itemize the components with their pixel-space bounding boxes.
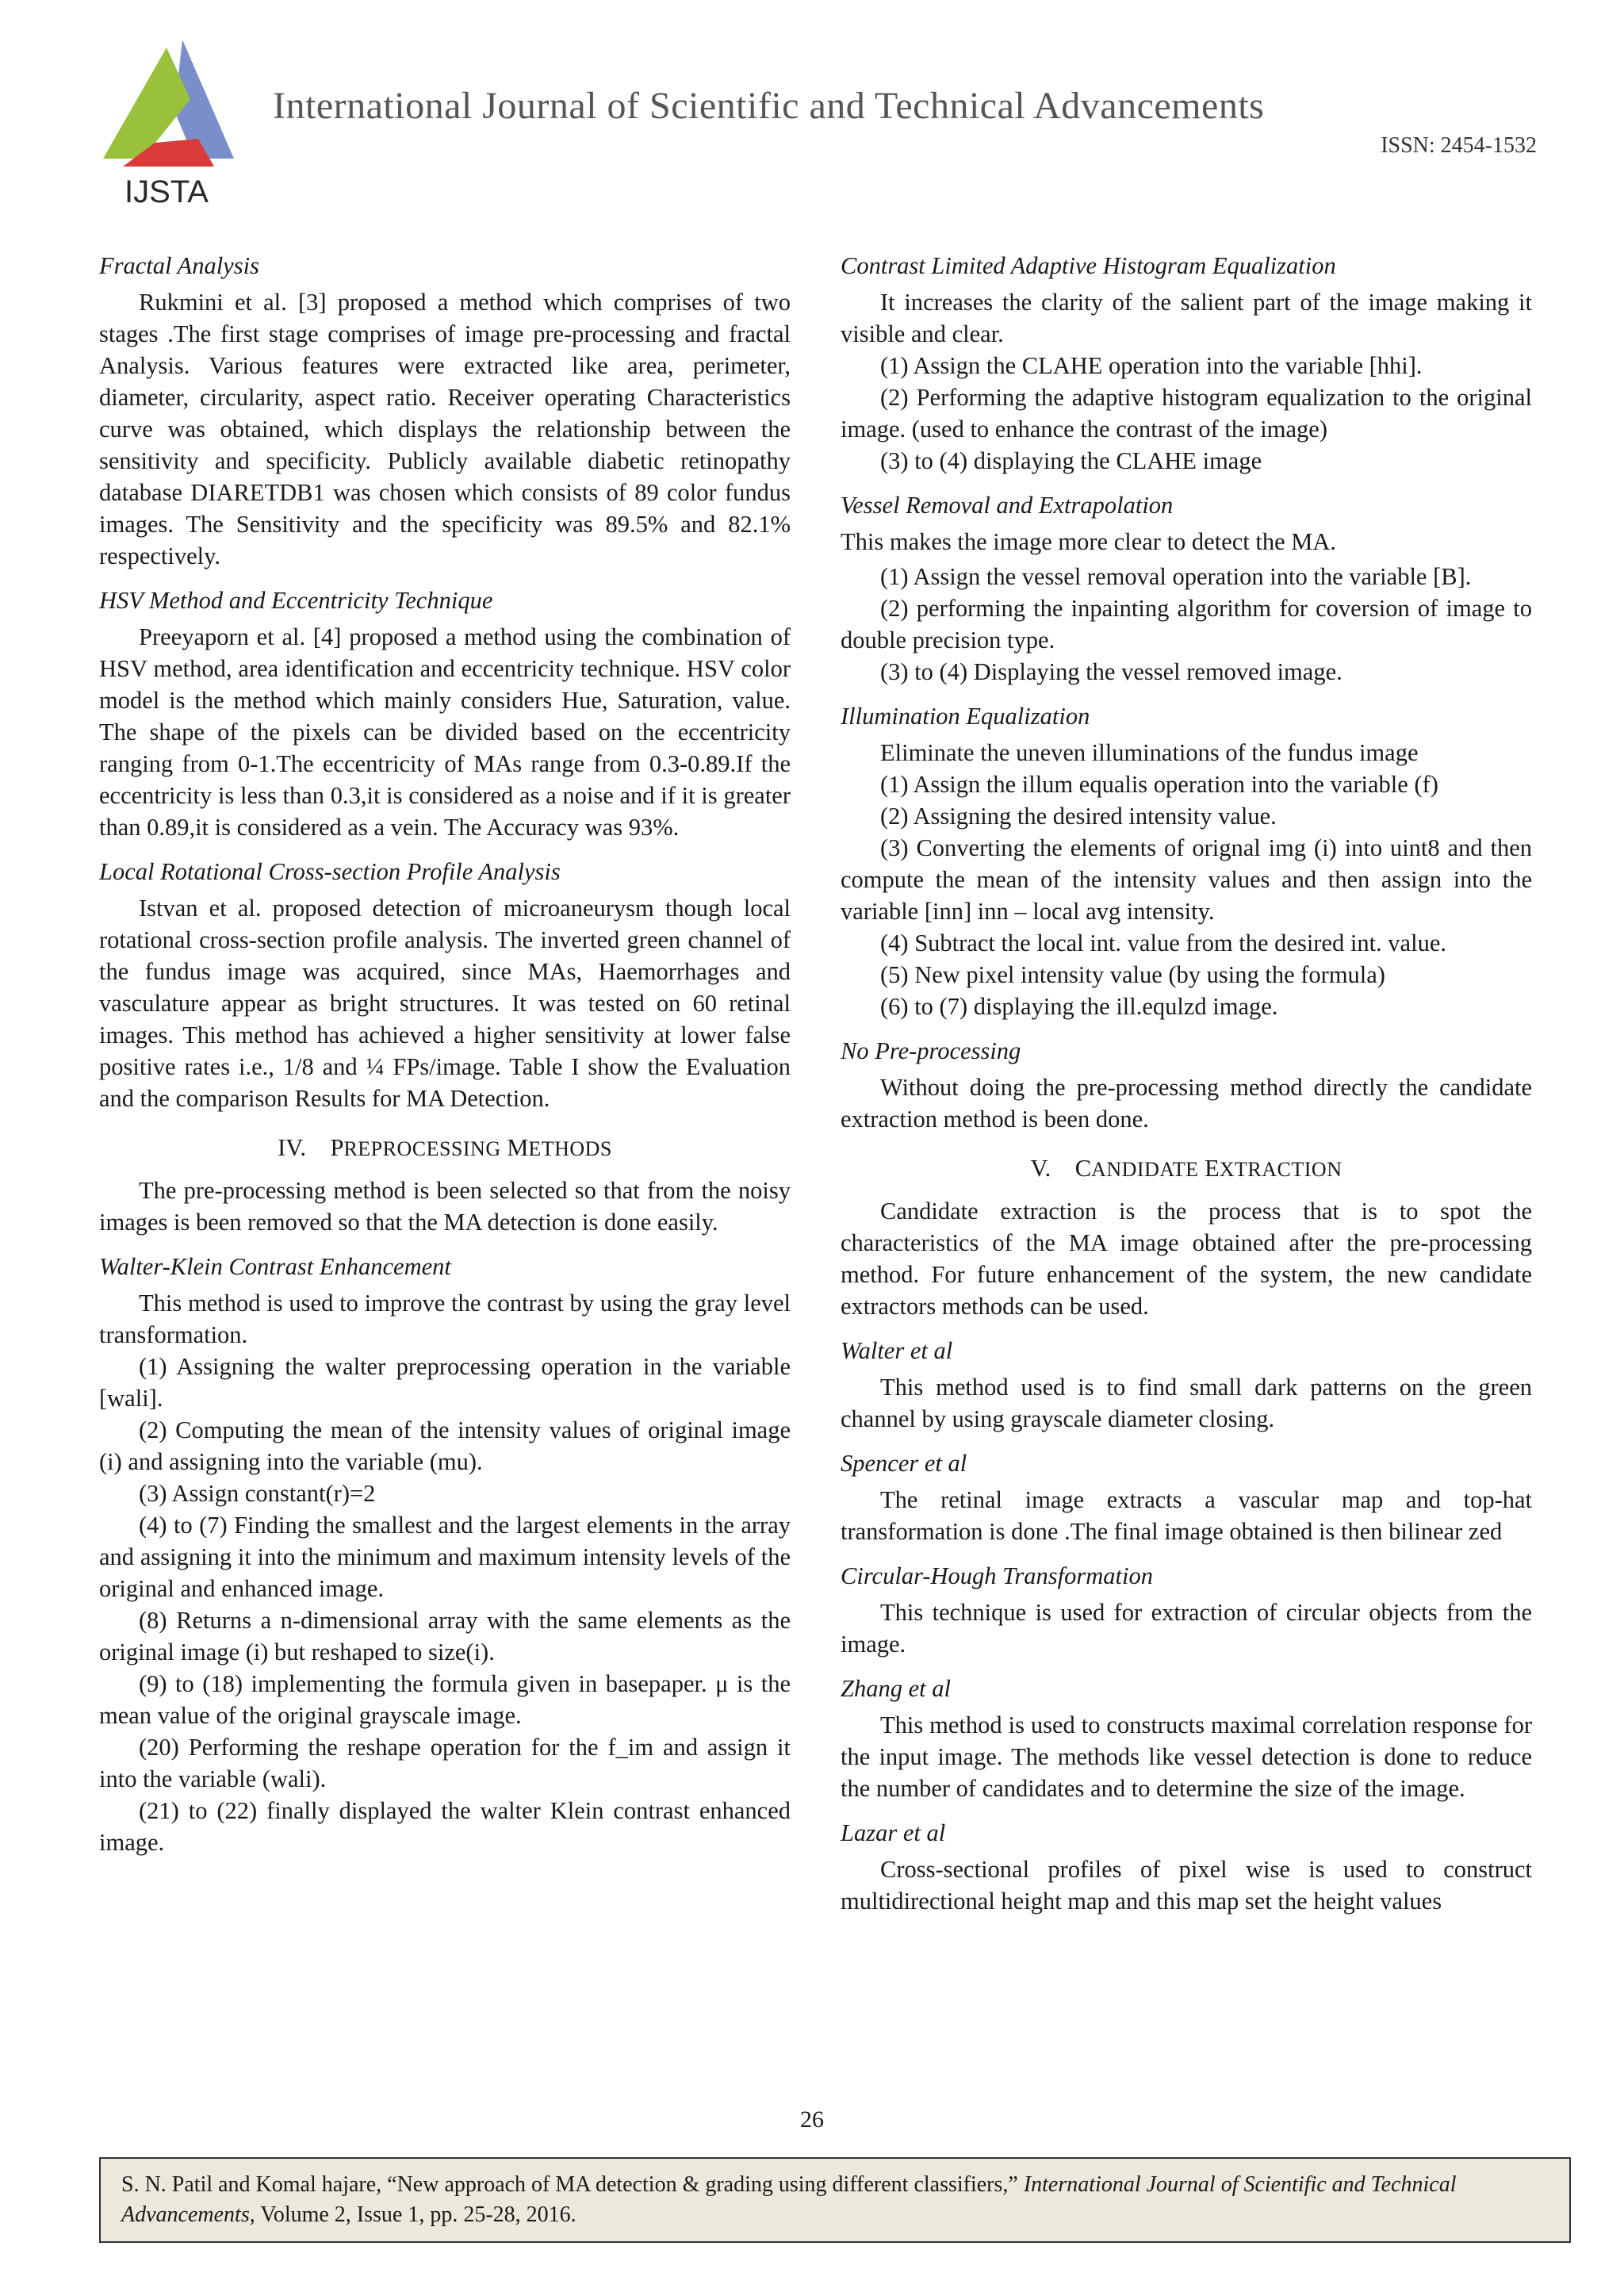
list-item: (2) Assigning the desired intensity value.	[880, 803, 1277, 830]
citation-authors: S. N. Patil and Komal hajare, “New approach of MA detection & grading using different classifiers,”	[121, 2172, 1024, 2197]
paragraph: Istvan et al. proposed detection of microaneurysm though local rotational cross-section profile analysis. The inverted green channel of the fundus image was acquired, since MAs, Haemorrhages and vasculature appear as bright structures. It was tested on 60 retinal images. This method has achieved a higher sensitivity at lower false positive rates i.e., 1/8 and ¼ FPs/image. Table I show the Evaluation and the comparison Results for MA Detection.	[99, 895, 791, 1112]
paragraph: It increases the clarity of the salient part of the image making it visible and clear.	[841, 289, 1532, 347]
section-heading: V. CANDIDATE EXTRACTION	[1030, 1155, 1342, 1182]
paragraph: Preeyaporn et al. [4] proposed a method using the combination of HSV method, area identification and eccentricity technique. HSV color model is the method which mainly considers Hue, Saturation, value. The shape of the pixels can be divided based on the eccentricity ranging from 0-1.The eccentricity of MAs range from 0.3-0.89.If the eccentricity is less than 0.3,it is considered as a noise and if it is greater than 0.89,it is considered as a vein. The Accuracy was 93%.	[99, 623, 791, 841]
journal-title: International Journal of Scientific and Technical Advancements	[273, 85, 1265, 127]
citation-box	[99, 2157, 1571, 2243]
list-item: (3) Assign constant(r)=2	[139, 1480, 376, 1507]
paragraph: This makes the image more clear to detect the MA.	[841, 528, 1337, 555]
subsection-title: HSV Method and Eccentricity Technique	[99, 587, 493, 614]
paragraph: Candidate extraction is the process that is to spot the characteristics of the MA image obtained after the pre-processing method. For future enhancement of the system, the new candidate extractors methods can be used.	[841, 1198, 1532, 1320]
journal-logo	[95, 40, 254, 210]
subsection-title: Lazar et al	[841, 1819, 946, 1846]
logo-text: IJSTA	[124, 174, 209, 209]
list-item: (9) to (18) implementing the formula given in basepaper. μ is the mean value of the original grayscale image.	[99, 1670, 791, 1729]
list-item: (3) to (4) Displaying the vessel removed image.	[880, 658, 1342, 685]
citation-tail: , Volume 2, Issue 1, pp. 25-28, 2016.	[249, 2202, 576, 2227]
section-heading: IV. PREPROCESSING METHODS	[278, 1134, 612, 1161]
list-item: (6) to (7) displaying the ill.equlzd image.	[880, 993, 1278, 1020]
subsection-title: Illumination Equalization	[841, 703, 1090, 730]
paragraph: The pre-processing method is been selected so that from the noisy images is been removed so that the MA detection is done easily.	[99, 1177, 791, 1236]
subsection-title: Walter-Klein Contrast Enhancement	[99, 1253, 451, 1280]
subsection-title: Fractal Analysis	[99, 252, 259, 279]
issn: ISSN: 2454-1532	[1381, 133, 1537, 158]
list-item: (4) to (7) Finding the smallest and the largest elements in the array and assigning it into the minimum and maximum intensity levels of the original and enhanced image.	[99, 1512, 791, 1602]
list-item: (2) Computing the mean of the intensity values of original image (i) and assigning into the variable (mu).	[99, 1416, 791, 1475]
page-number: 26	[800, 2106, 824, 2133]
list-item: (1) Assign the illum equalis operation into the variable (f)	[880, 771, 1438, 798]
paragraph: The retinal image extracts a vascular map and top-hat transformation is done .The final image obtained is then bilinear zed	[841, 1486, 1532, 1545]
paragraph: This method is used to improve the contrast by using the gray level transformation.	[99, 1290, 791, 1348]
paragraph: This method used is to find small dark patterns on the green channel by using grayscale diameter closing.	[841, 1374, 1532, 1432]
logo-triangle-icon	[95, 40, 246, 174]
subsection-title: Walter et al	[841, 1337, 953, 1364]
paragraph: Eliminate the uneven illuminations of the fundus image	[880, 739, 1419, 766]
left-column	[99, 250, 791, 1871]
list-item: (8) Returns a n-dimensional array with the same elements as the original image (i) but reshaped to size(i).	[99, 1607, 791, 1665]
list-item: (5) New pixel intensity value (by using the formula)	[880, 961, 1385, 988]
list-item: (20) Performing the reshape operation for the f_im and assign it into the variable (wali).	[99, 1734, 791, 1792]
list-item: (4) Subtract the local int. value from the desired int. value.	[880, 930, 1446, 956]
page-header	[0, 0, 1624, 214]
list-item: (1) Assigning the walter preprocessing operation in the variable [wali].	[99, 1353, 791, 1412]
list-item: (1) Assign the vessel removal operation into the variable [B].	[880, 563, 1472, 590]
paragraph: Without doing the pre-processing method directly the candidate extraction method is been done.	[841, 1074, 1532, 1133]
list-item: (21) to (22) finally displayed the walter Klein contrast enhanced image.	[99, 1797, 791, 1856]
subsection-title: No Pre-processing	[841, 1037, 1021, 1064]
list-item: (2) Performing the adaptive histogram equalization to the original image. (used to enhance the contrast of the image)	[841, 384, 1532, 443]
subsection-title: Spencer et al	[841, 1450, 967, 1477]
subsection-title: Circular-Hough Transformation	[841, 1562, 1153, 1589]
paragraph: Rukmini et al. [3] proposed a method which comprises of two stages .The first stage comprises of image pre-processing and fractal Analysis. Various features were extracted like area, perimeter, diameter, circularity, aspect ratio. Receiver operating Characteristics curve was obtained, which displays the relationship between the sensitivity and specificity. Publicly available diabetic retinopathy database DIARETDB1 was chosen which consists of 89 color fundus images. The Sensitivity and the specificity was 89.5% and 82.1% respectively.	[99, 289, 791, 569]
list-item: (3) to (4) displaying the CLAHE image	[880, 447, 1262, 474]
subsection-title: Contrast Limited Adaptive Histogram Equalization	[841, 252, 1336, 279]
paragraph: This technique is used for extraction of circular objects from the image.	[841, 1599, 1532, 1658]
subsection-title: Local Rotational Cross-section Profile Analysis	[99, 858, 561, 885]
subsection-title: Zhang et al	[841, 1675, 951, 1702]
paragraph: This method is used to constructs maximal correlation response for the input image. The methods like vessel detection is done to reduce the number of candidates and to determine the size of the image.	[841, 1711, 1532, 1802]
list-item: (3) Converting the elements of orignal img (i) into uint8 and then compute the mean of the intensity values and then assign into the variable [inn] inn – local avg intensity.	[841, 834, 1532, 925]
citation-journal: International Journal of Scientific and Technical Advancements	[121, 2172, 1457, 2227]
subsection-title: Vessel Removal and Extrapolation	[841, 492, 1174, 519]
paragraph: Cross-sectional profiles of pixel wise is used to construct multidirectional height map and this map set the height values	[841, 1856, 1532, 1915]
right-column	[841, 250, 1532, 1930]
list-item: (1) Assign the CLAHE operation into the variable [hhi].	[880, 352, 1423, 379]
list-item: (2) performing the inpainting algorithm for coversion of image to double precision type.	[841, 595, 1532, 654]
